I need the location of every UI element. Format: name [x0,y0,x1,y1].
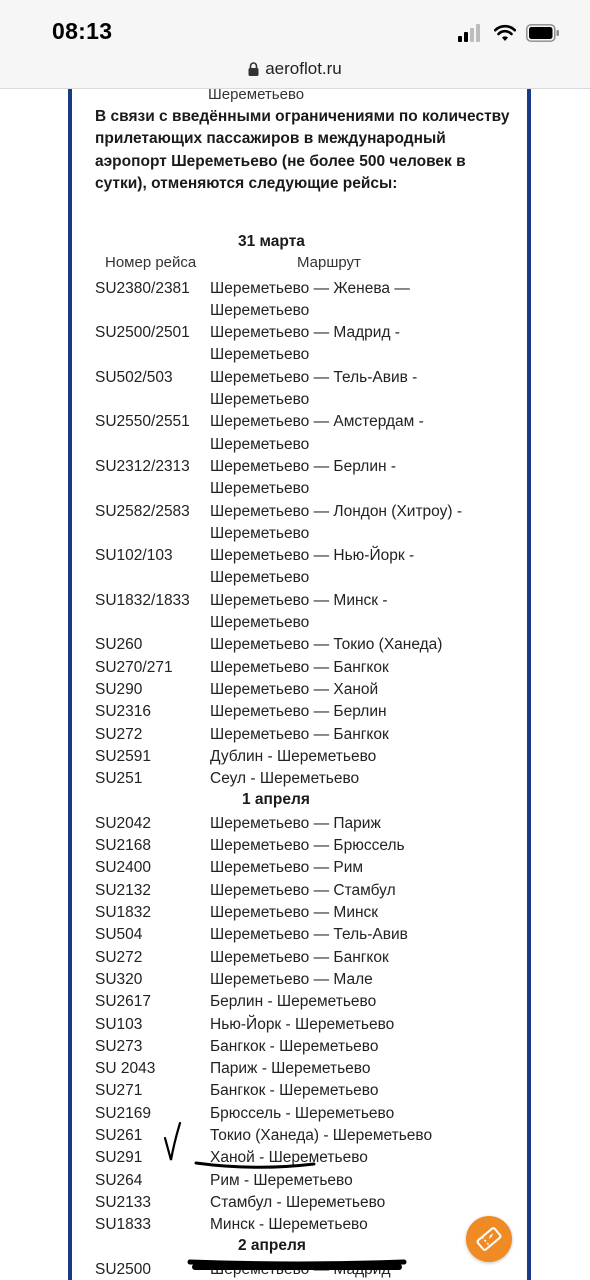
date-header: 2 апреля [238,1236,306,1254]
url-display[interactable] [248,59,342,79]
ticket-button[interactable] [466,1216,512,1262]
flight-number: SU2380/2381 [95,279,190,297]
date-header: 31 марта [238,233,305,250]
address-bar[interactable] [0,50,590,89]
flight-route: Шереметьево — Тель-Авив [210,926,408,944]
flight-number: SU2591 [95,747,152,765]
flight-route: Дублин - Шереметьево [210,747,377,765]
flight-route: Шереметьево — Берлин [210,703,387,721]
ticket-icon [475,1225,503,1253]
flight-number: SU2582/2583 [95,502,190,520]
flight-number: SU260 [95,636,143,654]
flight-route: Нью-Йорк - Шереметьево [210,1015,395,1033]
flight-number: SU502/503 [95,368,173,386]
flight-route: Шереметьево — Нью-Йорк - Шереметьево [210,547,415,587]
flight-route: Шереметьево — Стамбул [210,881,396,899]
flight-number: SU251 [95,770,143,788]
flight-route: Шереметьево — Мадрид - Шереметьево [210,324,400,364]
flight-route: Ханой - Шереметьево [210,1149,368,1167]
flight-number: SU2169 [95,1104,152,1122]
flight-number: SU261 [95,1127,143,1144]
flight-route: Шереметьево — Ханой [210,681,379,698]
flight-number: SU2617 [95,993,152,1011]
flight-number: SU2550/2551 [95,413,190,431]
flight-number: SU290 [95,681,143,698]
flight-number: SU2500/2501 [95,324,190,342]
flight-number: SU1833 [95,1216,152,1234]
flight-route: Рим - Шереметьево [210,1171,353,1189]
flight-route: Шереметьево — Рим [210,859,364,877]
previous-text: Шереметьево [208,89,305,103]
home-indicator [192,1264,402,1270]
url-text: aeroflot.ru [265,59,342,78]
flight-number: SU1832 [95,904,152,921]
flight-number: SU2312/2313 [95,458,190,475]
status-time: 08:13 [52,18,113,44]
flight-number: SU320 [95,970,143,988]
intro-paragraph: В связи с введёнными ограничениями по количеству прилетающих пассажиров в международный аэропорт Шереметьево (не более 500 человек в сутки), отменяются следующие рейсы: [95,108,510,193]
flight-route: Шереметьево — Минск - Шереметьево [210,591,388,632]
flight-route: Минск - Шереметьево [210,1216,368,1234]
column-header-flight: Номер рейса [105,254,197,271]
flight-route: Бангкок - Шереметьево [210,1037,379,1055]
flight-number: SU271 [95,1082,143,1100]
flight-route: Шереметьево — Брюссель [210,837,405,855]
flight-number: SU2316 [95,703,152,721]
lock-icon [248,62,259,76]
flight-route: Шереметьево — Бангкок [210,658,389,676]
flight-route: Шереметьево — Токио (Ханеда) [210,636,443,654]
flight-route: Брюссель - Шереметьево [210,1104,395,1122]
flight-route: Шереметьево — Женева — Шереметьево [210,279,410,319]
flight-route: Токио (Ханеда) - Шереметьево [210,1127,433,1144]
status-icons [458,22,560,44]
flight-number: SU2168 [95,837,152,855]
flight-route: Шереметьево — Бангкок [210,725,389,743]
flight-number: SU102/103 [95,547,173,565]
flight-route: Шереметьево — Мале [210,970,373,988]
flight-number: SU504 [95,926,143,944]
flight-number: SU2133 [95,1193,152,1211]
flight-route: Берлин - Шереметьево [210,993,377,1011]
flight-route: Шереметьево — Париж [210,814,381,832]
flight-route: Шереметьево — Тель-Авив - Шереметьево [210,368,418,409]
flight-number: SU291 [95,1149,143,1167]
flight-number: SU 2043 [95,1060,156,1078]
flight-route: Шереметьево — Лондон (Хитроу) - Шереметьево [210,502,463,542]
flight-route: Шереметьево — Минск [210,904,379,921]
flight-number: SU103 [95,1015,143,1033]
flight-number: SU2500 [95,1260,152,1278]
column-header-route: Маршрут [297,254,361,271]
flight-number: SU2042 [95,814,152,832]
article-content [68,89,531,1280]
flight-number: SU2132 [95,881,152,899]
flight-number: SU264 [95,1171,143,1189]
flight-number: SU272 [95,725,143,743]
signal-icon [458,24,484,42]
flight-route: Париж - Шереметьево [210,1060,371,1078]
flight-number: SU272 [95,948,143,966]
flight-route: Стамбул - Шереметьево [210,1193,386,1211]
flight-route: Сеул - Шереметьево [210,770,360,788]
flight-number: SU270/271 [95,658,173,676]
flight-number: SU273 [95,1037,143,1055]
date-header: 1 апреля [242,790,310,808]
flight-route: Шереметьево — Амстердам - Шереметьево [210,413,424,453]
flight-number: SU2400 [95,859,152,877]
flight-number: SU1832/1833 [95,591,190,609]
flight-route: Шереметьево — Бангкок [210,948,389,966]
battery-icon [526,24,560,42]
flight-route: Шереметьево — Берлин - Шереметьево [210,458,397,498]
wifi-icon [494,24,516,42]
flight-route: Бангкок - Шереметьево [210,1082,379,1100]
